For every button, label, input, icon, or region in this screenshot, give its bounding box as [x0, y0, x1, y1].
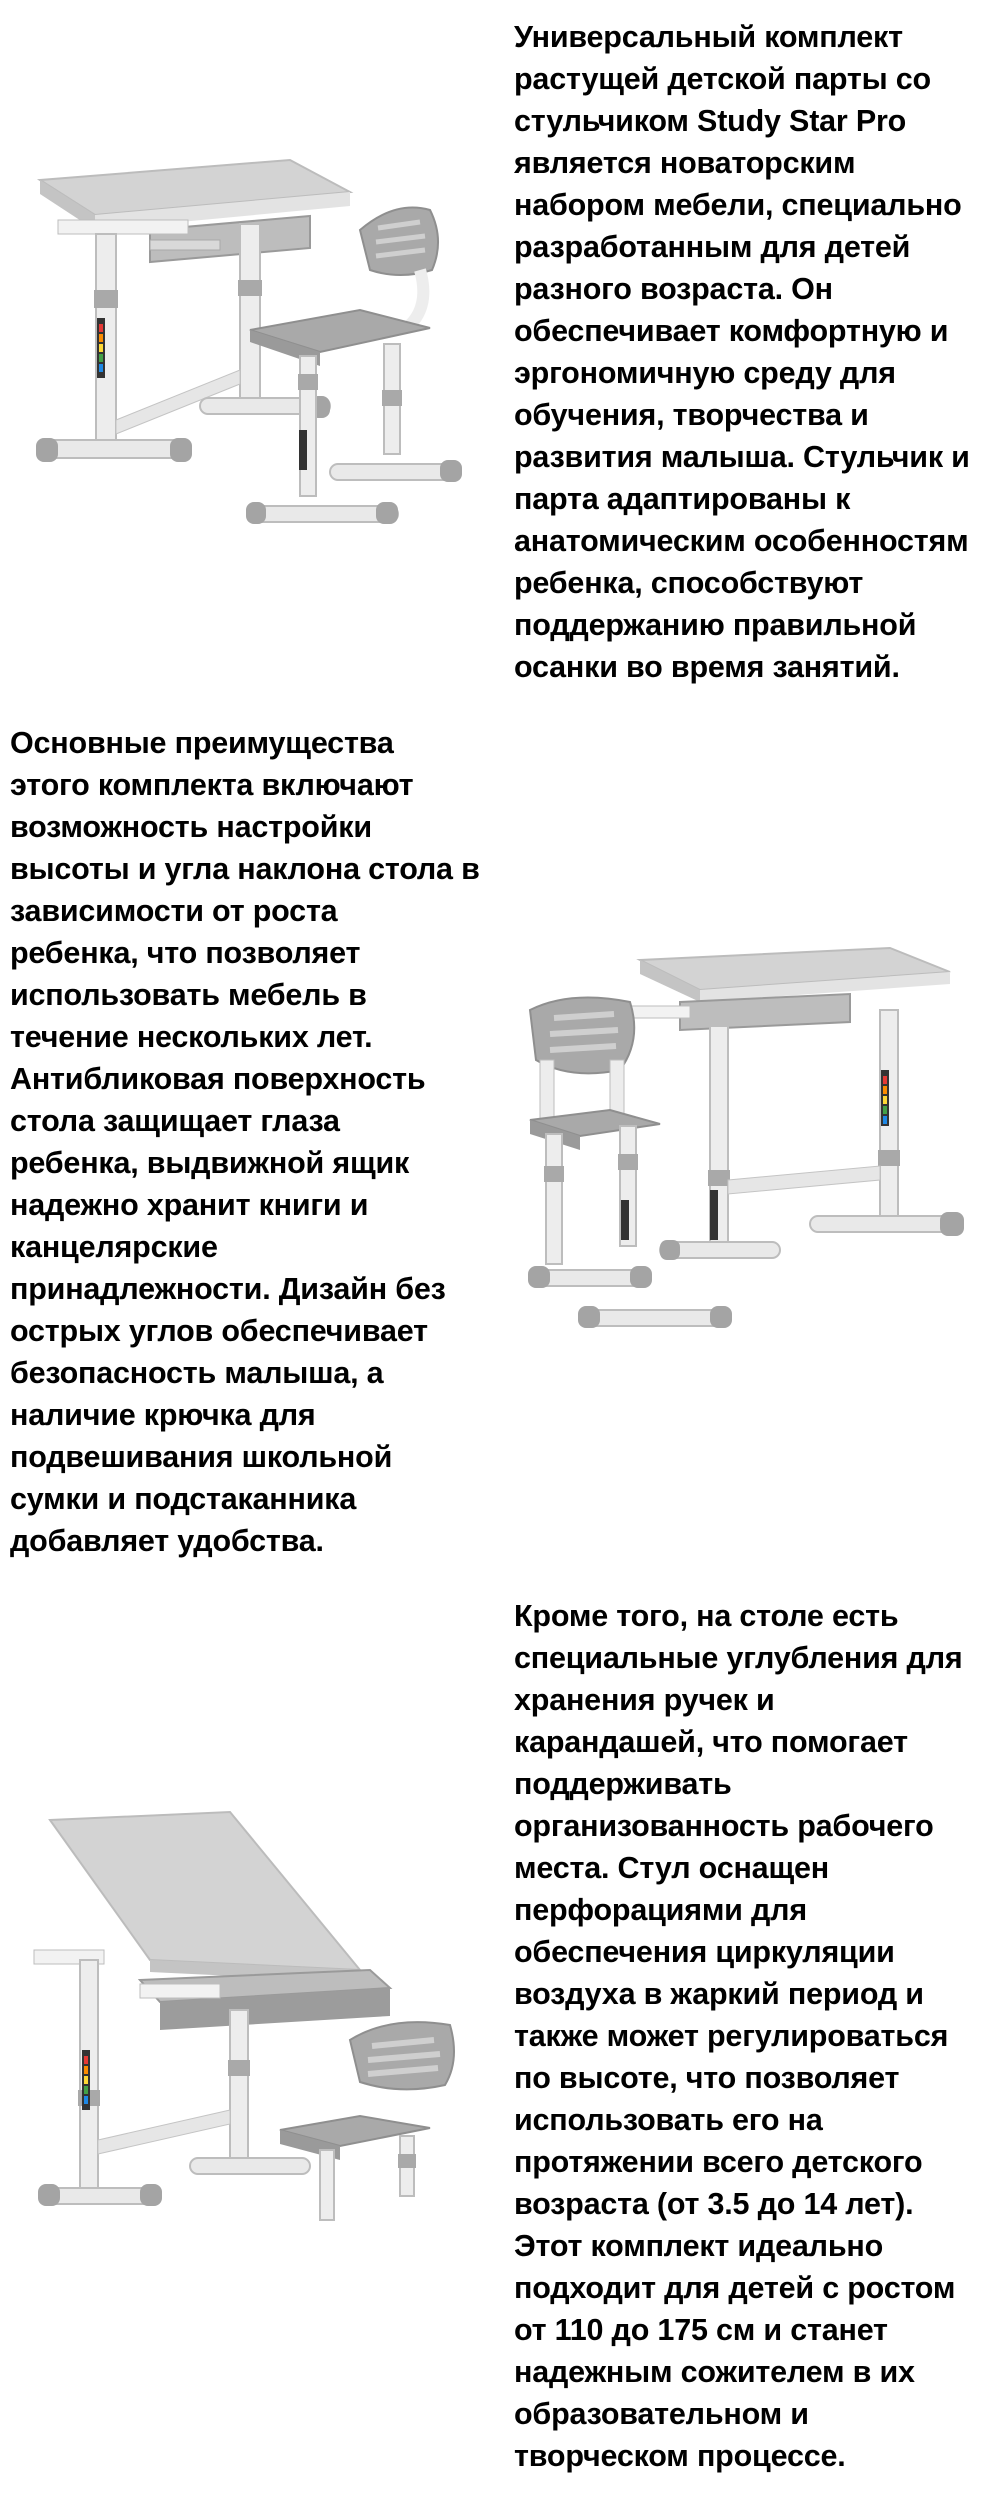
- description-paragraph-2: Основные преимущества этого комплекта включают возможность настройки высоты и угла наклона стола в зависимости от роста ребенка, что позволяет использовать мебель в течение нескольких лет. Антибликовая поверхность стола защищает глаза ребенка, выдвижной ящик надежно хранит книги и канцелярские принадлежности. Дизайн без острых углов обеспечивает безопасность малыша, а наличие крючка для подвешивания школьной сумки и подстаканника добавляет удобства.: [10, 726, 480, 1558]
- desk-set-image-2: [510, 930, 990, 1350]
- description-paragraph-1: Универсальный комплект растущей детской парты со стульчиком Study Star Pro является новаторским набором мебели, специально разработанным для детей разного возраста. Он обеспечивает комфортную и эргономичную среду для обучения, творчества и развития малыша. Стульчик и парта адаптированы к анатомическим особенностям ребенка, способствуют поддержанию правильной осанки во время занятий.: [514, 20, 970, 684]
- description-paragraph-3: Кроме того, на столе есть специальные углубления для хранения ручек и карандашей, что помогает поддерживать организованность рабочего места. Стул оснащен перфорациями для обеспечения циркуляции воздуха в жаркий период и также может регулироваться по высоте, что позволяет использовать его на протяжении всего детского возраста (от 3.5 до 14 лет). Этот комплект идеально подходит для детей с ростом от 110 до 175 см и станет надежным сожителем в их образовательном и творческом процессе.: [514, 1599, 963, 2473]
- desk-set-image-1: [0, 130, 470, 550]
- desk-set-image-3: [20, 1810, 490, 2230]
